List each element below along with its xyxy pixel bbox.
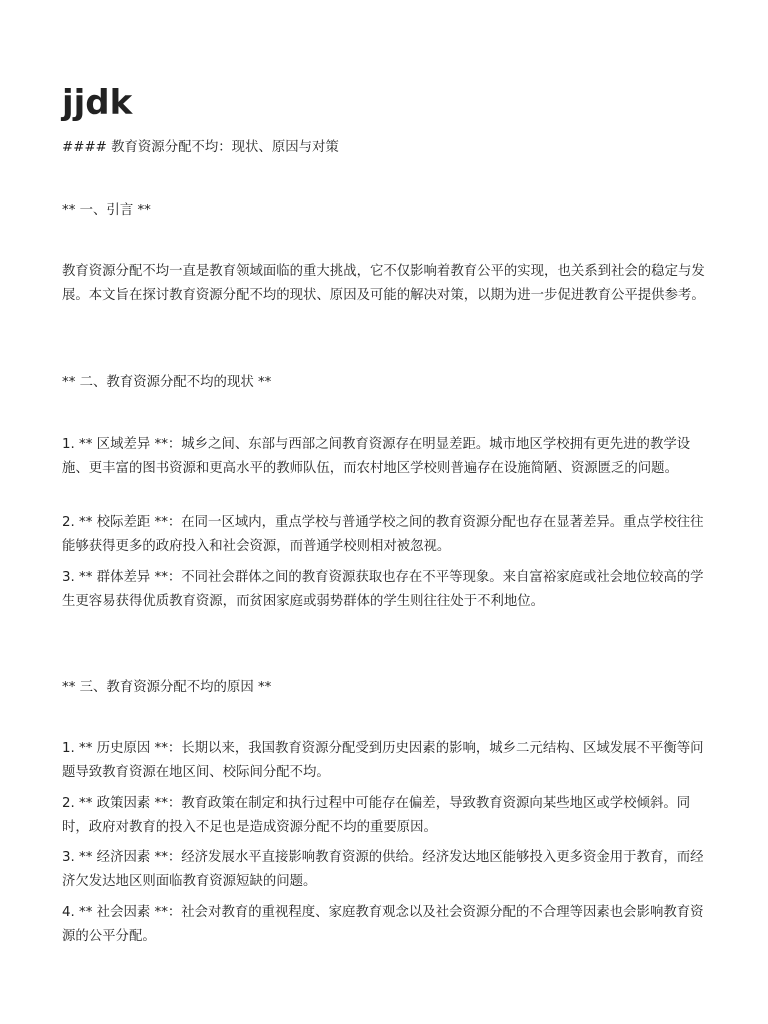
cause-item-1: 1. ** 历史原因 **：长期以来，我国教育资源分配受到历史因素的影响，城乡二元结构、区域发展不平衡等问题导致教育资源在地区间、校际间分配不均。 — [62, 741, 704, 780]
status-item-1: 1. ** 区域差异 **：城乡之间、东部与西部之间教育资源存在明显差距。城市地区学校拥有更先进的教学设施、更丰富的图书资源和更高水平的教师队伍，而农村地区学校则普遍存在设施简陋、资源匮乏的问题。 — [62, 437, 691, 476]
section-1-title: ** 一、引言 ** — [62, 203, 151, 218]
section-2-title: ** 二、教育资源分配不均的现状 ** — [62, 375, 272, 390]
cause-item-2: 2. ** 政策因素 **：教育政策在制定和执行过程中可能存在偏差，导致教育资源向某些地区或学校倾斜。同时，政府对教育的投入不足也是造成资源分配不均的重要原因。 — [62, 796, 691, 835]
cause-item-3: 3. ** 经济因素 **：经济发展水平直接影响教育资源的供给。经济发达地区能够投入更多资金用于教育，而经济欠发达地区则面临教育资源短缺的问题。 — [62, 850, 704, 889]
status-item-2: 2. ** 校际差距 **：在同一区域内，重点学校与普通学校之间的教育资源分配也存在显著差异。重点学校往往能够获得更多的政府投入和社会资源，而普通学校则相对被忽视。 — [62, 515, 704, 554]
cause-item-4: 4. ** 社会因素 **：社会对教育的重视程度、家庭教育观念以及社会资源分配的不合理等因素也会影响教育资源的公平分配。 — [62, 905, 704, 944]
document-title: jjdk — [62, 83, 133, 123]
section-3-title: ** 三、教育资源分配不均的原因 ** — [62, 680, 272, 695]
status-item-3: 3. ** 群体差异 **：不同社会群体之间的教育资源获取也存在不平等现象。来自富裕家庭或社会地位较高的学生更容易获得优质教育资源，而贫困家庭或弱势群体的学生则往往处于不利地位。 — [62, 570, 704, 609]
article-heading: #### 教育资源分配不均：现状、原因与对策 — [62, 140, 339, 155]
intro-paragraph: 教育资源分配不均一直是教育领域面临的重大挑战，它不仅影响着教育公平的实现，也关系到社会的稳定与发展。本文旨在探讨教育资源分配不均的现状、原因及可能的解决对策，以期为进一步促进教育公平提供参考。 — [62, 264, 705, 303]
